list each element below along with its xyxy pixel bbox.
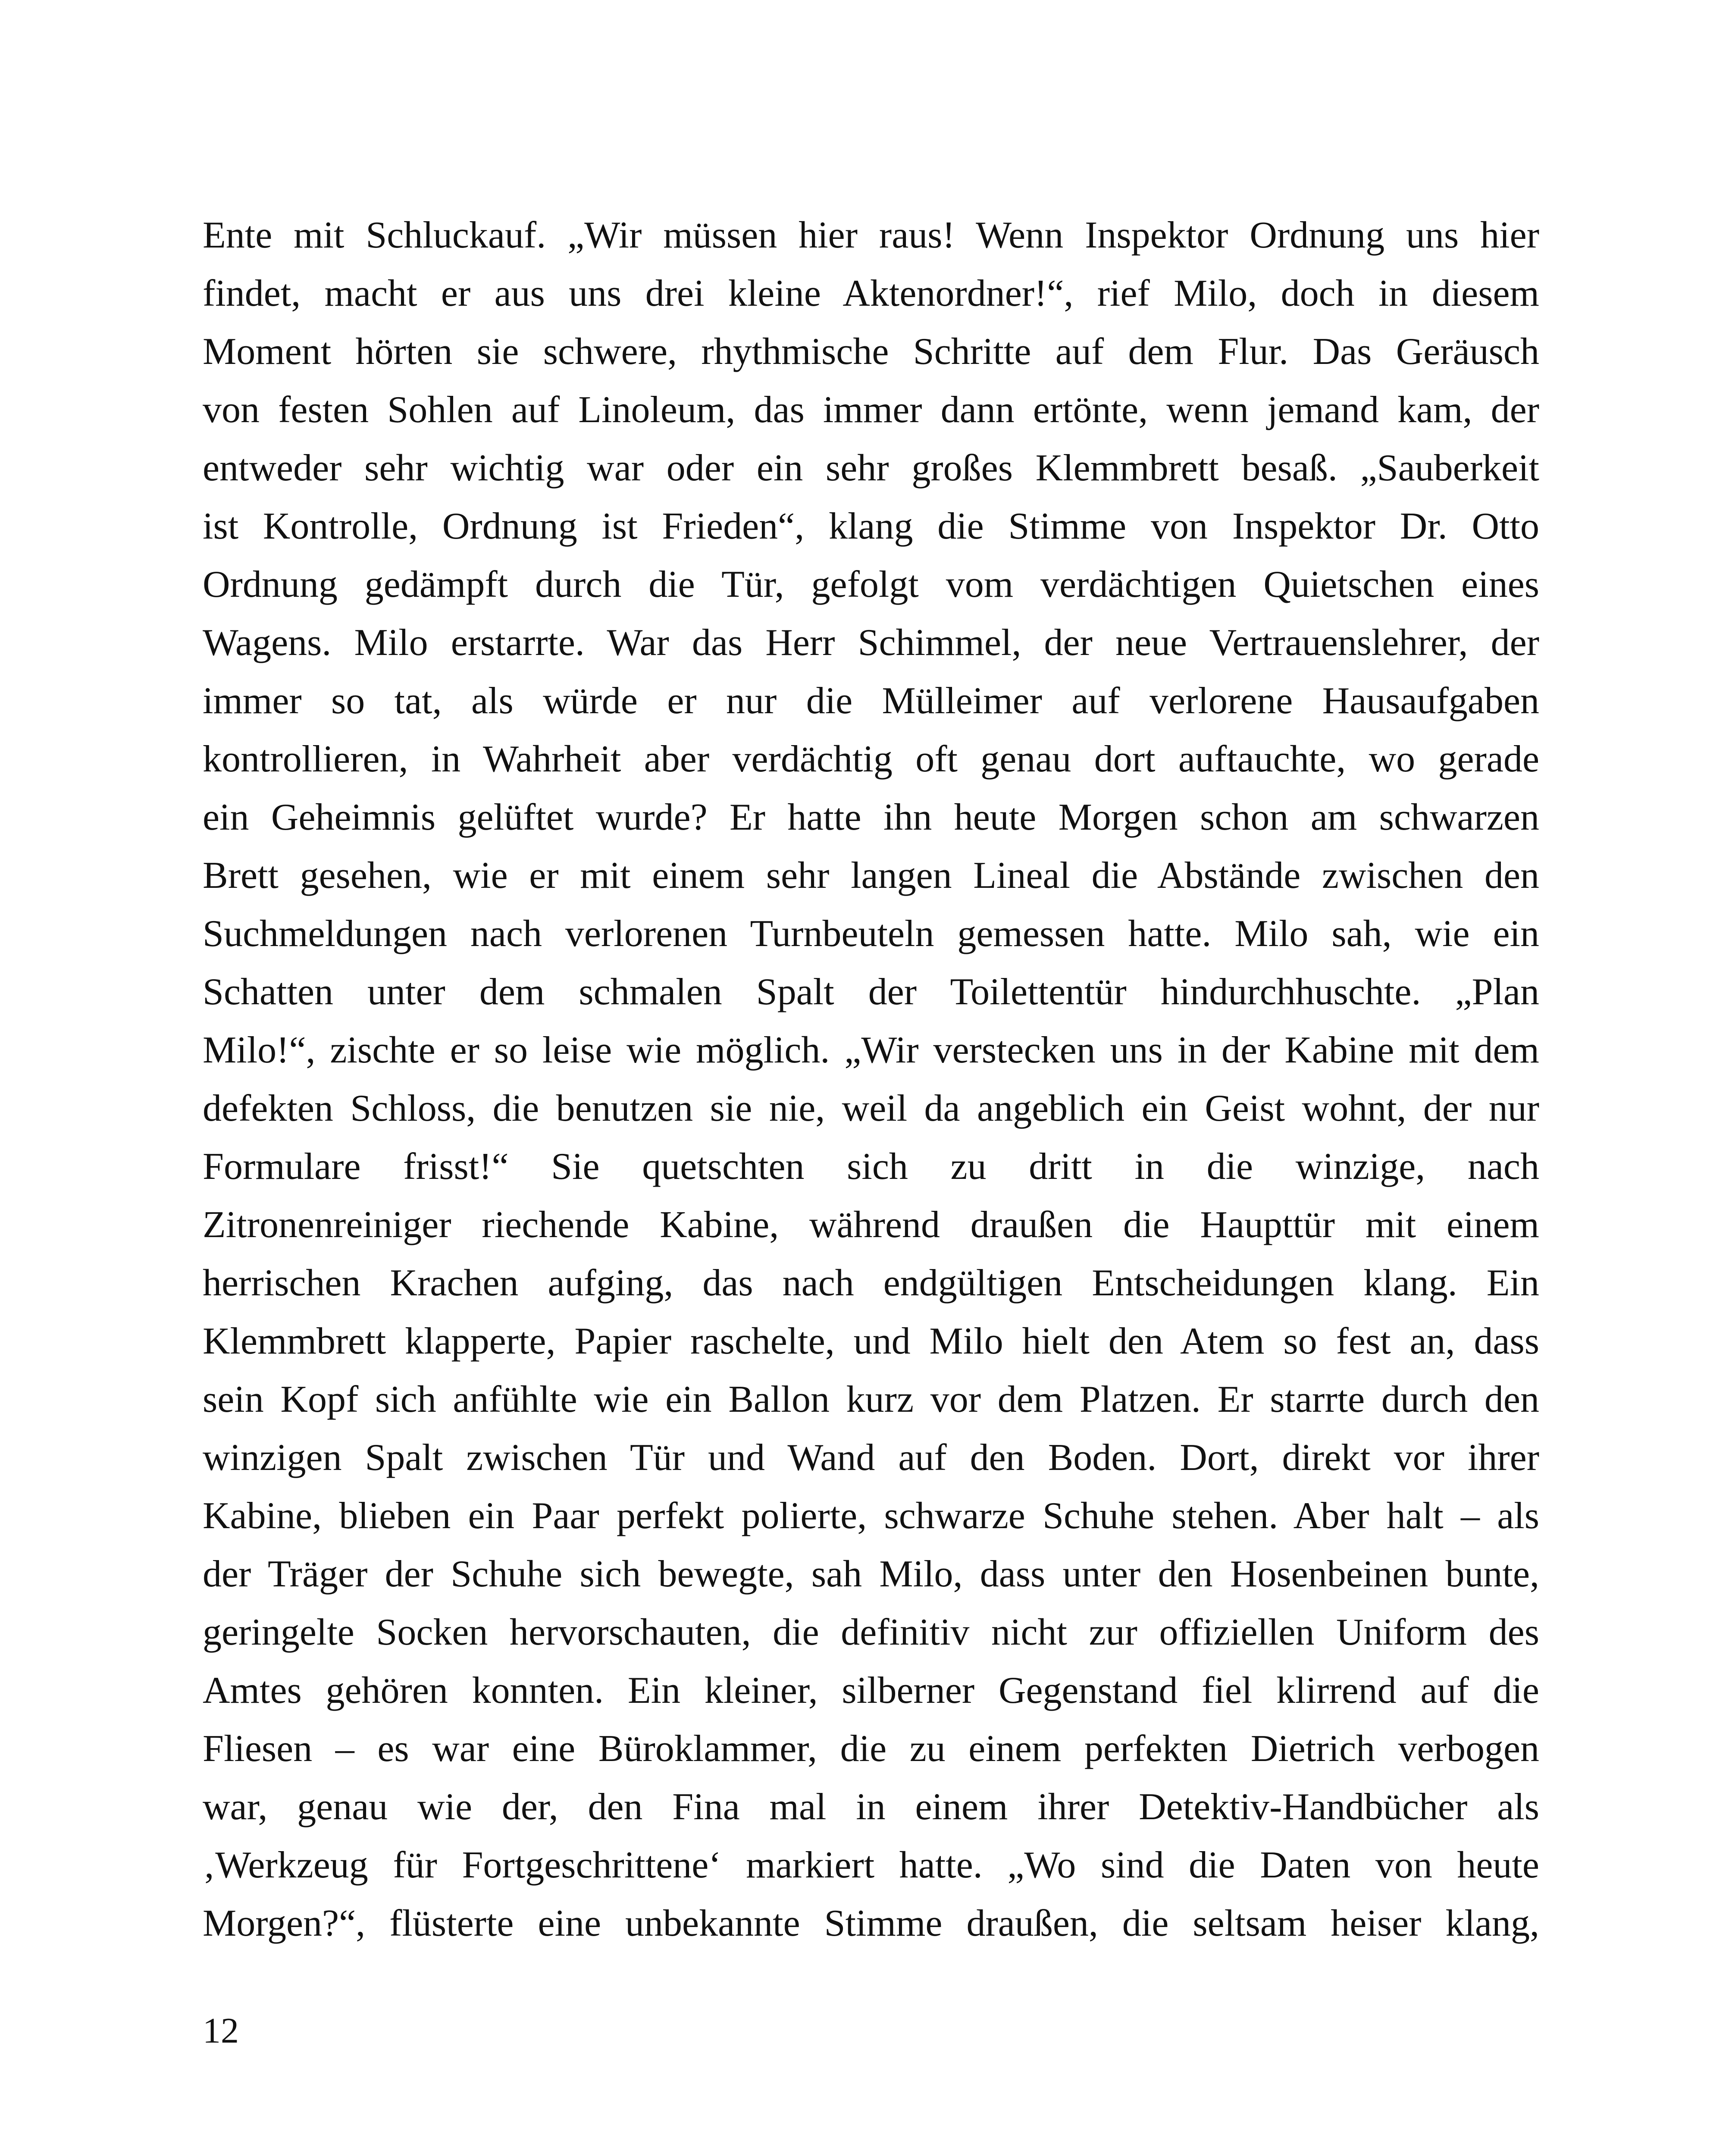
text-line: Zitronenreiniger riechende Kabine, während draußen die Haupttür mit einem [203, 1204, 1539, 1246]
text-line: findet, macht er aus uns drei kleine Aktenordner!“, rief Milo, doch in diesem [203, 273, 1539, 314]
text-line: Moment hörten sie schwere, rhythmische Schritte auf dem Flur. Das Geräusch [203, 331, 1539, 373]
text-line: Milo!“, zischte er so leise wie möglich. „Wir verstecken uns in der Kabine mit dem [203, 1029, 1539, 1071]
text-line: Schatten unter dem schmalen Spalt der Toilettentür hindurchhuschte. „Plan [203, 971, 1539, 1013]
text-line: Klemmbrett klapperte, Papier raschelte, und Milo hielt den Atem so fest an, dass [203, 1320, 1539, 1362]
text-line: der Träger der Schuhe sich bewegte, sah Milo, dass unter den Hosenbeinen bunte, [203, 1553, 1539, 1595]
text-line: Ente mit Schluckauf. „Wir müssen hier raus! Wenn Inspektor Ordnung uns hier [203, 214, 1539, 256]
text-line: ‚Werkzeug für Fortgeschrittene‘ markiert hatte. „Wo sind die Daten von heute [203, 1844, 1539, 1886]
text-line: Ordnung gedämpft durch die Tür, gefolgt vom verdächtigen Quietschen eines [203, 564, 1539, 605]
text-line: immer so tat, als würde er nur die Mülleimer auf verlorene Hausaufgaben [203, 680, 1539, 722]
text-line: ist Kontrolle, Ordnung ist Frieden“, klang die Stimme von Inspektor Dr. Otto [203, 505, 1539, 547]
text-line: herrischen Krachen aufging, das nach endgültigen Entscheidungen klang. Ein [203, 1262, 1539, 1304]
text-line: defekten Schloss, die benutzen sie nie, weil da angeblich ein Geist wohnt, der nur [203, 1087, 1539, 1129]
text-line: kontrollieren, in Wahrheit aber verdächtig oft genau dort auftauchte, wo gerade [203, 738, 1539, 780]
text-line: von festen Sohlen auf Linoleum, das immer dann ertönte, wenn jemand kam, der [203, 389, 1539, 431]
text-line: Morgen?“, flüsterte eine unbekannte Stimme draußen, die seltsam heiser klang, [203, 1902, 1539, 1944]
text-line: Brett gesehen, wie er mit einem sehr langen Lineal die Abstände zwischen den [203, 855, 1539, 896]
text-line: war, genau wie der, den Fina mal in einem ihrer Detektiv-Handbücher als [203, 1786, 1539, 1828]
text-line: ein Geheimnis gelüftet wurde? Er hatte ihn heute Morgen schon am schwarzen [203, 796, 1539, 838]
text-line: Formulare frisst!“ Sie quetschten sich zu dritt in die winzige, nach [203, 1146, 1539, 1188]
text-line: Fliesen – es war eine Büroklammer, die zu einem perfekten Dietrich verbogen [203, 1728, 1539, 1770]
text-line: entweder sehr wichtig war oder ein sehr großes Klemmbrett besaß. „Sauberkeit [203, 447, 1539, 489]
body-text [203, 206, 1539, 1952]
text-line: winzigen Spalt zwischen Tür und Wand auf den Boden. Dort, direkt vor ihrer [203, 1437, 1539, 1479]
text-line: Kabine, blieben ein Paar perfekt polierte, schwarze Schuhe stehen. Aber halt – als [203, 1495, 1539, 1537]
text-line: geringelte Socken hervorschauten, die definitiv nicht zur offiziellen Uniform des [203, 1611, 1539, 1653]
text-line: Wagens. Milo erstarrte. War das Herr Schimmel, der neue Vertrauenslehrer, der [203, 622, 1539, 664]
text-line: Suchmeldungen nach verlorenen Turnbeuteln gemessen hatte. Milo sah, wie ein [203, 913, 1539, 955]
page-number: 12 [203, 2011, 239, 2051]
text-line: sein Kopf sich anfühlte wie ein Ballon kurz vor dem Platzen. Er starrte durch den [203, 1379, 1539, 1420]
text-line: Amtes gehören konnten. Ein kleiner, silberner Gegenstand fiel klirrend auf die [203, 1670, 1539, 1711]
